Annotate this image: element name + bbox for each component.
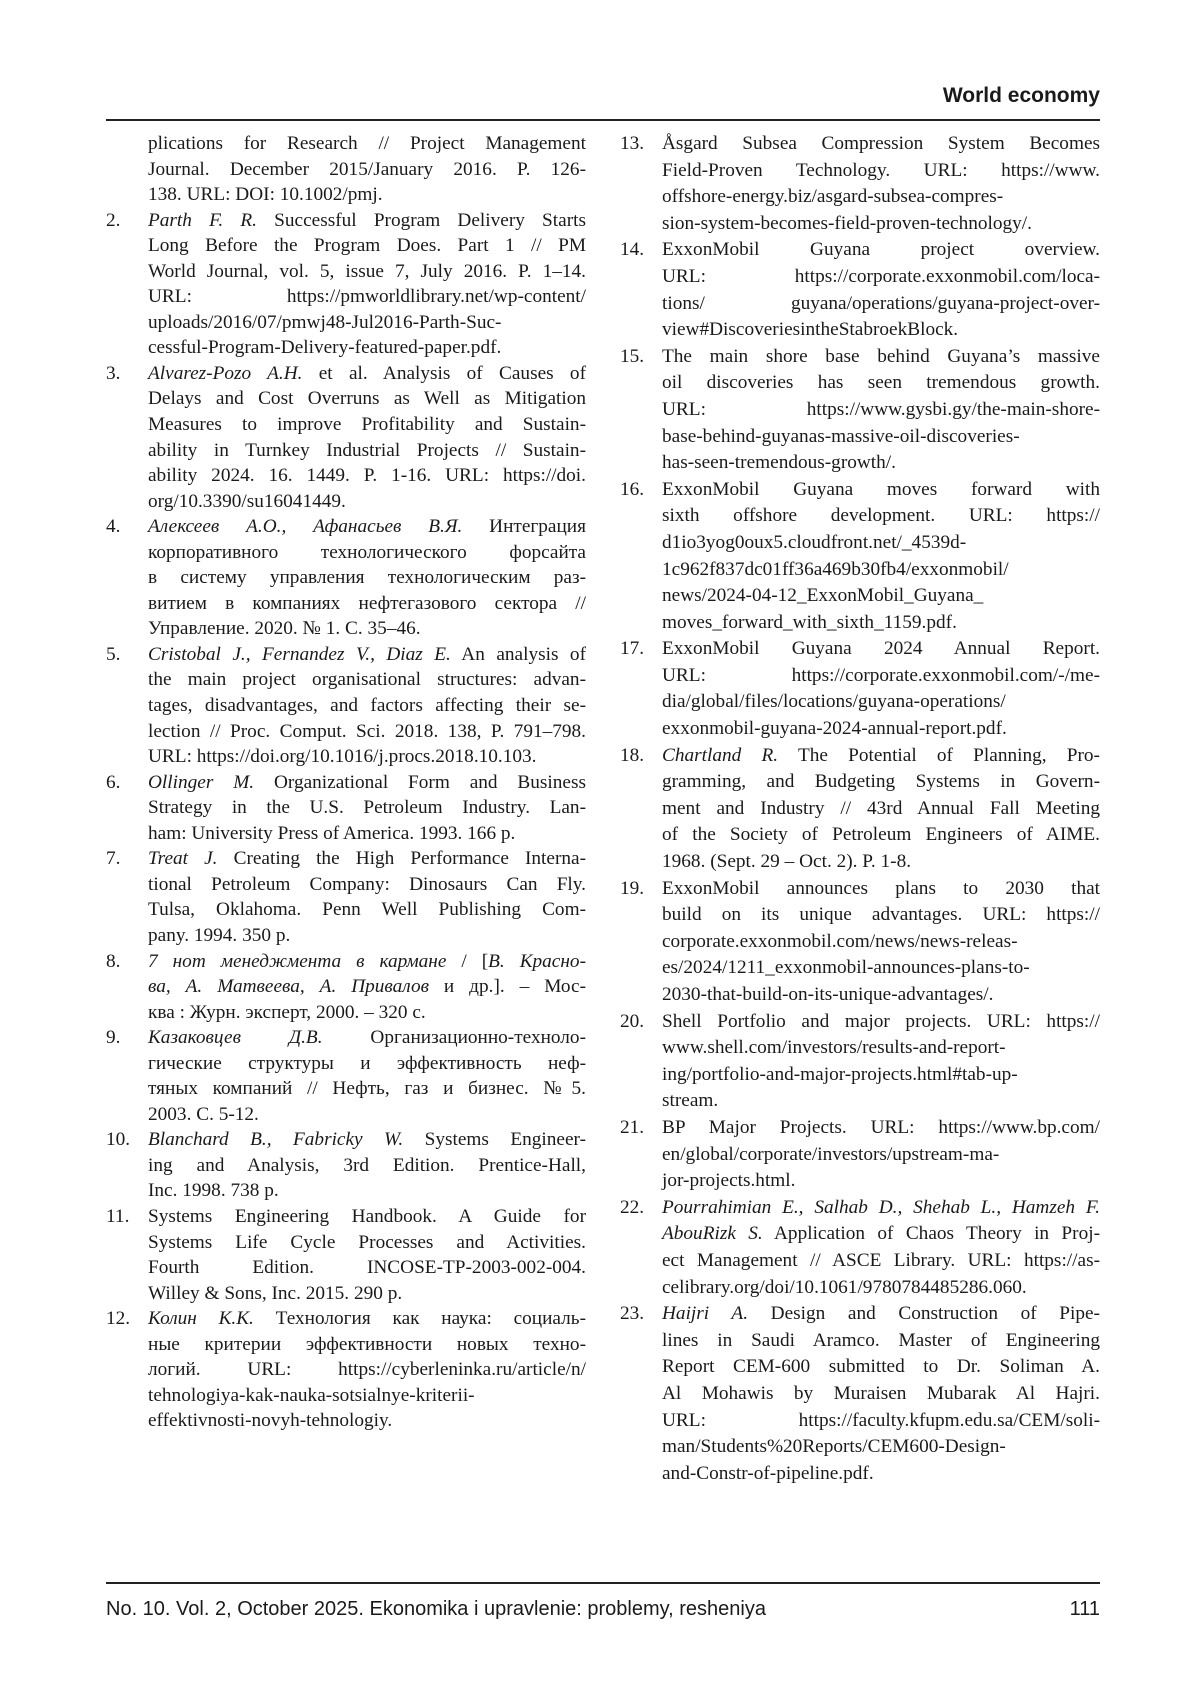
reference-number: 9. [106, 1025, 120, 1051]
reference-author: Chartland R. [662, 745, 778, 766]
reference-line [148, 361, 586, 387]
reference-text: lines in Saudi Aramco. Master of Engineering [662, 1330, 1100, 1351]
reference-text: Creating the High Performance Interna- [217, 848, 586, 869]
references-left-column [106, 131, 586, 1434]
reference-text: build on its unique advantages. URL: https:// [662, 904, 1100, 925]
reference-text: sion-system-becomes-field-proven-technology/. [662, 213, 1032, 234]
reference-text: ing and Analysis, 3rd Edition. Prentice-Hall, [148, 1155, 586, 1176]
reference-line [662, 849, 1100, 876]
reference-number: 23. [620, 1301, 644, 1328]
reference-line [148, 642, 586, 668]
reference-text: Delays and Cost Overruns as Well as Mitigation [148, 388, 586, 409]
reference-item [106, 514, 586, 642]
reference-text: jor-projects.html. [662, 1170, 795, 1191]
reference-line [148, 540, 586, 566]
reference-text: and-Constr-of-pipeline.pdf. [662, 1463, 874, 1484]
reference-text: гические структуры и эффективность неф- [148, 1053, 586, 1074]
reference-text: BP Major Projects. URL: https://www.bp.com/ [662, 1117, 1100, 1138]
page-footer [106, 1598, 1100, 1621]
reference-text: / [ [446, 951, 488, 972]
page-number: 111 [1070, 1598, 1100, 1621]
reference-text: Journal. December 2015/January 2016. P. 126- [148, 159, 586, 180]
reference-text: Интеграция [462, 516, 586, 537]
reference-author: 7 нот менеджмента в кармане [148, 951, 446, 972]
reference-item [106, 642, 586, 770]
reference-item [106, 208, 586, 361]
reference-line [148, 744, 586, 770]
reference-line [148, 719, 586, 745]
reference-text: и др.]. – Мос- [429, 976, 586, 997]
reference-text: Systems Engineer- [403, 1129, 586, 1150]
reference-number: 14. [620, 237, 644, 264]
reference-line [148, 1281, 586, 1307]
reference-text: ExxonMobil Guyana moves forward with [662, 479, 1100, 500]
reference-text: oil discoveries has seen tremendous growth. [662, 372, 1100, 393]
reference-line [662, 1275, 1100, 1302]
reference-item [106, 361, 586, 514]
reference-line [148, 923, 586, 949]
reference-line [662, 477, 1100, 504]
reference-line [148, 616, 586, 642]
reference-text: ExxonMobil announces plans to 2030 that [662, 878, 1100, 899]
reference-item [620, 344, 1100, 477]
reference-text: tehnologiya-kak-nauka-sotsialnye-kriterii- [148, 1385, 475, 1406]
section-title: World economy [943, 84, 1100, 108]
reference-text: 2030-that-build-on-its-unique-advantages/. [662, 984, 993, 1005]
reference-line [662, 1328, 1100, 1355]
reference-item [106, 1127, 586, 1204]
reference-text: exxonmobil-guyana-2024-annual-report.pdf. [662, 718, 1007, 739]
reference-author: Treat J. [148, 848, 217, 869]
reference-item [106, 846, 586, 948]
reference-line [148, 514, 586, 540]
reference-line [662, 450, 1100, 477]
reference-item [106, 1025, 586, 1127]
journal-citation: No. 10. Vol. 2, October 2025. Ekonomika i upravlenie: problemy, resheniya [106, 1598, 766, 1621]
reference-line [148, 182, 586, 208]
reference-line [148, 1357, 586, 1383]
reference-text: ability 2024. 16. 1449. P. 1-16. URL: https://doi. [148, 465, 586, 486]
reference-item [620, 1301, 1100, 1487]
reference-item [620, 477, 1100, 637]
reference-line [148, 386, 586, 412]
reference-line [662, 1408, 1100, 1435]
reference-author: Колин К.К. [148, 1308, 254, 1329]
reference-line [148, 1408, 586, 1434]
reference-line [148, 693, 586, 719]
reference-text: Organizational Form and Business [254, 772, 586, 793]
reference-text: The Potential of Planning, Pro- [778, 745, 1100, 766]
reference-item [106, 949, 586, 1026]
reference-author: Cristobal J., Fernandez V., Diaz E. [148, 644, 451, 665]
reference-number: 3. [106, 361, 120, 387]
reference-text: Willey & Sons, Inc. 2015. 290 p. [148, 1283, 402, 1304]
reference-text: Long Before the Program Does. Part 1 // PM [148, 235, 586, 256]
reference-text: URL: https://pmworldlibrary.net/wp-content/ [148, 286, 586, 307]
reference-text: moves_forward_with_sixth_1159.pdf. [662, 612, 957, 633]
reference-line [148, 208, 586, 234]
reference-line [662, 929, 1100, 956]
reference-line [662, 1354, 1100, 1381]
reference-line [662, 131, 1100, 158]
reference-line [662, 1301, 1100, 1328]
reference-number: 10. [106, 1127, 130, 1153]
reference-line [662, 1248, 1100, 1275]
reference-item [620, 636, 1100, 742]
reference-text: 138. URL: DOI: 10.1002/pmj. [148, 184, 383, 205]
reference-number: 20. [620, 1009, 644, 1036]
reference-text: ect Management // ASCE Library. URL: https://as- [662, 1250, 1100, 1271]
reference-author: ва, А. Матвеева, А. Привалов [148, 976, 429, 997]
reference-text: tional Petroleum Company: Dinosaurs Can Fly. [148, 874, 586, 895]
reference-line [148, 1230, 586, 1256]
reference-line [148, 1255, 586, 1281]
reference-line [662, 1195, 1100, 1222]
reference-item [106, 1204, 586, 1306]
reference-number: 6. [106, 770, 120, 796]
reference-number: 18. [620, 743, 644, 770]
reference-line [662, 743, 1100, 770]
reference-item [106, 1306, 586, 1434]
reference-line [662, 530, 1100, 557]
reference-text: es/2024/1211_exxonmobil-announces-plans-to- [662, 957, 1030, 978]
reference-line [148, 1102, 586, 1128]
reference-number: 12. [106, 1306, 130, 1332]
reference-line [662, 689, 1100, 716]
reference-number: 16. [620, 477, 644, 504]
reference-number: 17. [620, 636, 644, 663]
reference-line [662, 982, 1100, 1009]
reference-line [662, 503, 1100, 530]
reference-author: Алексеев А.О., Афанасьев В.Я. [148, 516, 462, 537]
footer-rule [106, 1582, 1100, 1584]
reference-line [148, 157, 586, 183]
reference-text: Application of Chaos Theory in Proj- [763, 1223, 1100, 1244]
reference-text: Shell Portfolio and major projects. URL: https:// [662, 1011, 1100, 1032]
reference-line [148, 846, 586, 872]
reference-text: URL: https://www.gysbi.gy/the-main-shore- [662, 399, 1100, 420]
reference-text: An analysis of [451, 644, 586, 665]
reference-line [662, 291, 1100, 318]
reference-line [148, 1051, 586, 1077]
reference-text: of the Society of Petroleum Engineers of AIME. [662, 824, 1100, 845]
reference-line [148, 795, 586, 821]
reference-text: celibrary.org/doi/10.1061/9780784485286.060. [662, 1277, 1027, 1298]
reference-line [662, 1115, 1100, 1142]
reference-text: URL: https://doi.org/10.1016/j.procs.2018.10.103. [148, 746, 537, 767]
header-rule [106, 119, 1100, 121]
reference-line [662, 264, 1100, 291]
reference-line [148, 1306, 586, 1332]
reference-number: 22. [620, 1195, 644, 1222]
reference-text: Measures to improve Profitability and Sustain- [148, 414, 586, 435]
reference-text: tions/ guyana/operations/guyana-project-over- [662, 293, 1100, 314]
reference-item [620, 743, 1100, 876]
reference-text: Successful Program Delivery Starts [257, 210, 586, 231]
reference-number: 15. [620, 344, 644, 371]
reference-text: Report CEM-600 submitted to Dr. Soliman A. [662, 1356, 1100, 1377]
reference-text: ква : Журн. эксперт, 2000. – 320 с. [148, 1002, 426, 1023]
reference-line [662, 370, 1100, 397]
reference-number: 19. [620, 876, 644, 903]
reference-text: dia/global/files/locations/guyana-operations/ [662, 691, 1006, 712]
reference-line [148, 667, 586, 693]
reference-text: витием в компаниях нефтегазового сектора // [148, 593, 586, 614]
reference-number: 21. [620, 1115, 644, 1142]
reference-text: offshore-energy.biz/asgard-subsea-compres- [662, 186, 1003, 207]
reference-line [148, 1025, 586, 1051]
reference-line [662, 716, 1100, 743]
reference-text: Strategy in the U.S. Petroleum Industry. Lan- [148, 797, 586, 818]
reference-line [148, 489, 586, 515]
reference-number: 11. [106, 1204, 129, 1230]
reference-line [148, 1204, 586, 1230]
reference-text: World Journal, vol. 5, issue 7, July 2016. P. 1–14. [148, 261, 586, 282]
reference-author: Blanchard B., Fabricky W. [148, 1129, 403, 1150]
reference-author: Казаковцев Д.В. [148, 1027, 323, 1048]
reference-author: Parth F. R. [148, 210, 257, 231]
reference-line [148, 131, 586, 157]
reference-text: 1c962f837dc01ff36a469b30fb4/exxonmobil/ [662, 559, 1009, 580]
reference-item [620, 1195, 1100, 1301]
reference-text: man/Students%20Reports/CEM600-Design- [662, 1436, 1006, 1457]
reference-line [148, 974, 586, 1000]
reference-item [620, 237, 1100, 343]
reference-text: Технология как наука: социаль- [254, 1308, 586, 1329]
reference-line [148, 310, 586, 336]
reference-text: в систему управления технологическим раз- [148, 567, 586, 588]
reference-text: Systems Life Cycle Processes and Activities. [148, 1232, 586, 1253]
reference-line [662, 1062, 1100, 1089]
reference-text: uploads/2016/07/pmwj48-Jul2016-Parth-Suc- [148, 312, 501, 333]
reference-text: ing/portfolio-and-major-projects.html#tab-up- [662, 1064, 1018, 1085]
reference-line [662, 557, 1100, 584]
reference-line [662, 158, 1100, 185]
reference-text: et al. Analysis of Causes of [302, 363, 586, 384]
reference-text: Tulsa, Oklahoma. Penn Well Publishing Com- [148, 899, 586, 920]
reference-line [148, 463, 586, 489]
reference-text: тяных компаний // Нефть, газ и бизнес. №5. [148, 1078, 586, 1099]
reference-author: Pourrahimian E., Salhab D., Shehab L., Hamzeh F. [662, 1197, 1100, 1218]
reference-text: stream. [662, 1090, 718, 1111]
reference-text: Организационно-техноло- [323, 1027, 586, 1048]
reference-line [662, 1221, 1100, 1248]
reference-text: Design and Construction of Pipe- [748, 1303, 1100, 1324]
reference-line [148, 412, 586, 438]
reference-item [620, 1009, 1100, 1115]
reference-text: 2003. С. 5-12. [148, 1104, 259, 1125]
reference-text: логий. URL: https://cyberleninka.ru/article/n/ [148, 1359, 586, 1380]
reference-line [148, 233, 586, 259]
reference-line [662, 1035, 1100, 1062]
reference-line [662, 344, 1100, 371]
reference-number: 8. [106, 949, 120, 975]
reference-text: effektivnosti-novyh-tehnologiy. [148, 1410, 392, 1431]
reference-line [148, 1153, 586, 1179]
reference-line [662, 1168, 1100, 1195]
reference-text: has-seen-tremendous-growth/. [662, 452, 896, 473]
reference-line [662, 876, 1100, 903]
reference-item [620, 1115, 1100, 1195]
reference-line [148, 1000, 586, 1026]
reference-line [148, 1127, 586, 1153]
reference-text: ExxonMobil Guyana 2024 Annual Report. [662, 638, 1100, 659]
reference-number: 2. [106, 208, 120, 234]
reference-line [148, 872, 586, 898]
reference-text: ExxonMobil Guyana project overview. [662, 239, 1100, 260]
reference-text: tages, disadvantages, and factors affecting their se- [148, 695, 586, 716]
reference-text: the main project organisational structures: advan- [148, 669, 586, 690]
reference-text: cessful-Program-Delivery-featured-paper.pdf. [148, 337, 501, 358]
reference-line [148, 1332, 586, 1358]
reference-number: 4. [106, 514, 120, 540]
reference-line [662, 955, 1100, 982]
reference-author: Alvarez-Pozo A.H. [148, 363, 302, 384]
reference-text: Fourth Edition. INCOSE-TP-2003-002-004. [148, 1257, 586, 1278]
reference-text: corporate.exxonmobil.com/news/news-releas- [662, 931, 1018, 952]
reference-text: The main shore base behind Guyana’s massive [662, 346, 1100, 367]
reference-line [148, 897, 586, 923]
reference-line [148, 565, 586, 591]
reference-text: Systems Engineering Handbook. A Guide for [148, 1206, 586, 1227]
reference-line [662, 1381, 1100, 1408]
reference-text: lection // Proc. Comput. Sci. 2018. 138, P. 791–798. [148, 721, 586, 742]
reference-text: plications for Research // Project Management [148, 133, 586, 154]
reference-number: 5. [106, 642, 120, 668]
reference-line [662, 583, 1100, 610]
reference-line [148, 335, 586, 361]
reference-line [662, 636, 1100, 663]
reference-text: Al Mohawis by Muraisen Mubarak Al Hajri. [662, 1383, 1100, 1404]
reference-author: AbouRizk S. [662, 1223, 763, 1244]
reference-line [662, 1142, 1100, 1169]
reference-text: en/global/corporate/investors/upstream-ma- [662, 1144, 999, 1165]
reference-line [148, 1076, 586, 1102]
reference-text: корпоративного технологического форсайта [148, 542, 586, 563]
reference-item [620, 131, 1100, 237]
reference-line [662, 902, 1100, 929]
reference-text: news/2024-04-12_ExxonMobil_Guyana_ [662, 585, 983, 606]
reference-number: 7. [106, 846, 120, 872]
reference-line [662, 397, 1100, 424]
reference-author: Haijri A. [662, 1303, 748, 1324]
reference-line [148, 259, 586, 285]
reference-text: URL: https://faculty.kfupm.edu.sa/CEM/soli- [662, 1410, 1100, 1431]
reference-line [148, 770, 586, 796]
reference-line [662, 822, 1100, 849]
reference-line [148, 438, 586, 464]
reference-line [662, 663, 1100, 690]
reference-line [148, 1178, 586, 1204]
reference-text: view#DiscoveriesintheStabroekBlock. [662, 319, 958, 340]
reference-line [148, 949, 586, 975]
reference-text: www.shell.com/investors/results-and-report- [662, 1037, 1006, 1058]
reference-line [662, 1088, 1100, 1115]
reference-text: pany. 1994. 350 p. [148, 925, 290, 946]
reference-item [106, 131, 586, 208]
references-right-column [620, 131, 1100, 1487]
reference-text: 1968. (Sept. 29 – Oct. 2). P. 1-8. [662, 851, 911, 872]
reference-line [662, 424, 1100, 451]
reference-text: gramming, and Budgeting Systems in Govern- [662, 771, 1100, 792]
reference-number: 13. [620, 131, 644, 158]
reference-text: Field-Proven Technology. URL: https://www. [662, 160, 1100, 181]
reference-text: base-behind-guyanas-massive-oil-discoveries- [662, 426, 1020, 447]
reference-line [662, 211, 1100, 238]
reference-line [148, 1383, 586, 1409]
reference-author: В. Красно- [488, 951, 586, 972]
reference-item [106, 770, 586, 847]
reference-line [662, 610, 1100, 637]
reference-text: sixth offshore development. URL: https:// [662, 505, 1100, 526]
reference-text: ham: University Press of America. 1993. 166 p. [148, 823, 515, 844]
reference-item [620, 876, 1100, 1009]
reference-text: d1io3yog0oux5.cloudfront.net/_4539d- [662, 532, 966, 553]
reference-line [148, 284, 586, 310]
reference-text: Inc. 1998. 738 p. [148, 1180, 279, 1201]
reference-line [148, 591, 586, 617]
reference-text: ability in Turnkey Industrial Projects // Sustain- [148, 440, 586, 461]
reference-line [662, 1009, 1100, 1036]
reference-text: Åsgard Subsea Compression System Becomes [662, 133, 1100, 154]
reference-text: Управление. 2020. № 1. С. 35–46. [148, 618, 421, 639]
reference-line [662, 1434, 1100, 1461]
reference-text: org/10.3390/su16041449. [148, 491, 346, 512]
reference-text: ные критерии эффективности новых техно- [148, 1334, 586, 1355]
reference-line [662, 317, 1100, 344]
reference-author: Ollinger M. [148, 772, 254, 793]
reference-line [662, 184, 1100, 211]
reference-line [662, 796, 1100, 823]
reference-line [662, 1461, 1100, 1488]
reference-text: URL: https://corporate.exxonmobil.com/-/me- [662, 665, 1100, 686]
reference-text: URL: https://corporate.exxonmobil.com/loca- [662, 266, 1100, 287]
reference-text: ment and Industry // 43rd Annual Fall Meeting [662, 798, 1100, 819]
reference-line [148, 821, 586, 847]
reference-line [662, 237, 1100, 264]
reference-line [662, 769, 1100, 796]
